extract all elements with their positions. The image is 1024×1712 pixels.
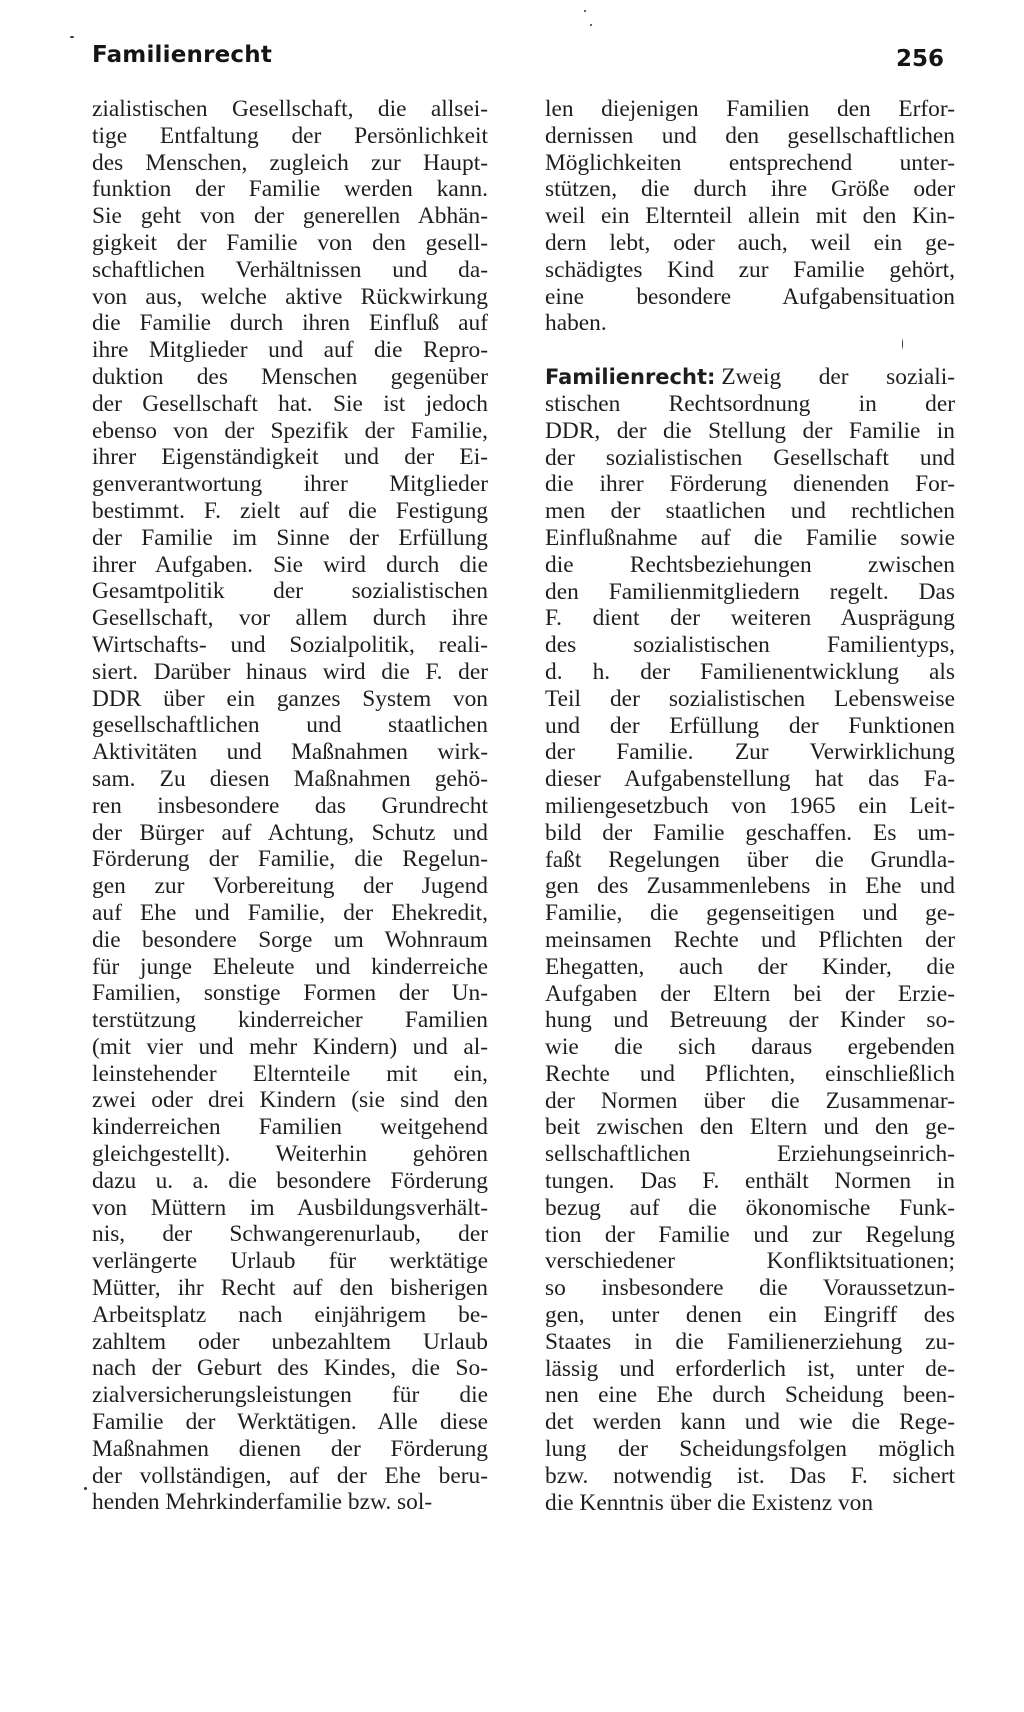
text-line: genverantwortung ihrer Mitglieder: [92, 471, 488, 498]
text-line: ren insbesondere das Grundrecht: [92, 792, 488, 819]
text-line: zialversicherungsleistungen für die: [92, 1382, 488, 1409]
text-line: Arbeitsplatz nach einjährigem be-: [92, 1301, 488, 1328]
text-line: gleichgestellt). Weiterhin gehören: [92, 1141, 488, 1168]
text-line: schaftlichen Verhältnissen und da-: [92, 256, 488, 283]
text-line: sam. Zu diesen Maßnahmen gehö-: [92, 765, 488, 792]
text-line: der Gesellschaft hat. Sie ist jedoch: [92, 390, 488, 417]
text-line: Wirtschafts- und Sozialpolitik, reali-: [92, 631, 488, 658]
page-number: 256: [895, 46, 944, 72]
text-line: tige Entfaltung der Persönlichkeit: [92, 122, 488, 149]
text-line: stützen, die durch ihre Größe oder: [545, 176, 955, 203]
text-line: Aufgaben der Eltern bei der Erzie-: [545, 980, 955, 1007]
text-line: weil ein Elternteil allein mit den Kin-: [545, 203, 955, 230]
text-line: (mit vier und mehr Kindern) und al-: [92, 1033, 488, 1060]
text-line: gesellschaftlichen und staatlichen: [92, 712, 488, 739]
text-line: bestimmt. F. zielt auf die Festigung: [92, 497, 488, 524]
print-speck: [584, 10, 586, 12]
text-line: eine besondere Aufgabensituation: [545, 283, 955, 310]
print-speck: [70, 36, 74, 38]
text-line: duktion des Menschen gegenüber: [92, 363, 488, 390]
text-line: Rechte und Pflichten, einschließlich: [545, 1060, 955, 1087]
text-line: gen zur Vorbereitung der Jugend: [92, 873, 488, 900]
text-line: die ihrer Förderung dienenden For-: [545, 471, 955, 498]
dictionary-entry: [545, 364, 955, 1516]
text-line: des Menschen, zugleich zur Haupt-: [92, 149, 488, 176]
text-line: funktion der Familie werden kann.: [92, 176, 488, 203]
text-line: Staates in die Familienerziehung zu-: [545, 1328, 955, 1355]
entry-headword: Familienrecht:: [545, 365, 716, 390]
text-line: der vollständigen, auf der Ehe beru-: [92, 1462, 488, 1489]
text-line: stischen Rechtsordnung in der: [545, 390, 955, 417]
text-line: sellschaftlichen Erziehungseinrich-: [545, 1141, 955, 1168]
text-line: zahltem oder unbezahltem Urlaub: [92, 1328, 488, 1355]
text-line: ebenso von der Spezifik der Familie,: [92, 417, 488, 444]
text-line: dazu u. a. die besondere Förderung: [92, 1167, 488, 1194]
text-line: F. dient der weiteren Ausprägung: [545, 605, 955, 632]
paragraph-gap: [545, 337, 955, 364]
print-speck: [84, 1487, 87, 1490]
text-line: beit zwischen den Eltern und den ge-: [545, 1114, 955, 1141]
text-line: auf Ehe und Familie, der Ehekredit,: [92, 899, 488, 926]
text-line: dernissen und den gesellschaftlichen: [545, 122, 955, 149]
text-line: die besondere Sorge um Wohnraum: [92, 926, 488, 953]
text-line: ihre Mitglieder und auf die Repro-: [92, 337, 488, 364]
text-line: zialistischen Gesellschaft, die allsei-: [92, 96, 488, 122]
text-line: den Familienmitgliedern regelt. Das: [545, 578, 955, 605]
text-line: gen, unter denen ein Eingriff des: [545, 1302, 955, 1329]
text-line: Familie, die gegenseitigen und ge-: [545, 900, 955, 927]
text-line: Möglichkeiten entsprechend unter-: [545, 149, 955, 176]
text-line: so insbesondere die Voraussetzun-: [545, 1275, 955, 1302]
text-line: det werden kann und wie die Rege-: [545, 1409, 955, 1436]
text-line: siert. Darüber hinaus wird die F. der: [92, 658, 488, 685]
text-line: zwei oder drei Kindern (sie sind den: [92, 1087, 488, 1114]
text-line: Ehegatten, auch der Kinder, die: [545, 953, 955, 980]
right-column: [545, 96, 955, 1516]
text-line: die Rechtsbeziehungen zwischen: [545, 551, 955, 578]
text-line: miliengesetzbuch von 1965 ein Leit-: [545, 792, 955, 819]
text-line: die Familie durch ihren Einfluß auf: [92, 310, 488, 337]
print-speck: [590, 24, 592, 26]
entry-first-line-text: Zweig der soziali-: [721, 364, 955, 391]
continuation-paragraph: [545, 96, 955, 337]
text-line: ihrer Eigenständigkeit und der Ei-: [92, 444, 488, 471]
text-line: des sozialistischen Familientyps,: [545, 632, 955, 659]
text-line: hung und Betreuung der Kinder so-: [545, 1007, 955, 1034]
text-line: terstützung kinderreicher Familien: [92, 1007, 488, 1034]
text-line: ihrer Aufgaben. Sie wird durch die: [92, 551, 488, 578]
text-line: gigkeit der Familie von den gesell-: [92, 229, 488, 256]
text-line: Aktivitäten und Maßnahmen wirk-: [92, 739, 488, 766]
text-line: verlängerte Urlaub für werktätige: [92, 1248, 488, 1275]
text-line: Mütter, ihr Recht auf den bisherigen: [92, 1275, 488, 1302]
text-line: gen des Zusammenlebens in Ehe und: [545, 873, 955, 900]
text-line: Gesellschaft, vor allem durch ihre: [92, 605, 488, 632]
text-line: schädigtes Kind zur Familie gehört,: [545, 256, 955, 283]
text-line: der Familie im Sinne der Erfüllung: [92, 524, 488, 551]
text-line: der Familie. Zur Verwirklichung: [545, 739, 955, 766]
entry-first-line: [545, 364, 955, 391]
text-line: nen eine Ehe durch Scheidung been-: [545, 1382, 955, 1409]
text-line: und der Erfüllung der Funktionen: [545, 712, 955, 739]
text-line: Sie geht von der generellen Abhän-: [92, 203, 488, 230]
text-line: men der staatlichen und rechtlichen: [545, 498, 955, 525]
text-line: Familie der Werktätigen. Alle diese: [92, 1409, 488, 1436]
text-line: bezug auf die ökonomische Funk-: [545, 1194, 955, 1221]
text-line: nis, der Schwangerenurlaub, der: [92, 1221, 488, 1248]
running-head: Familienrecht: [92, 42, 273, 68]
text-line: der Normen über die Zusammenar-: [545, 1087, 955, 1114]
text-line: Maßnahmen dienen der Förderung: [92, 1435, 488, 1462]
text-line: dieser Aufgabenstellung hat das Fa-: [545, 766, 955, 793]
text-line: haben.: [545, 310, 607, 337]
text-line: Familien, sonstige Formen der Un-: [92, 980, 488, 1007]
text-line: DDR, der die Stellung der Familie in: [545, 417, 955, 444]
text-line: Gesamtpolitik der sozialistischen: [92, 578, 488, 605]
text-line: wie die sich daraus ergebenden: [545, 1034, 955, 1061]
text-line: für junge Eheleute und kinderreiche: [92, 953, 488, 980]
text-line: henden Mehrkinderfamilie bzw. sol-: [92, 1489, 433, 1516]
print-speck: [902, 339, 903, 349]
text-line: meinsamen Rechte und Pflichten der: [545, 926, 955, 953]
text-line: leinstehender Elternteile mit ein,: [92, 1060, 488, 1087]
text-line: DDR über ein ganzes System von: [92, 685, 488, 712]
text-line: von Müttern im Ausbildungsverhält-: [92, 1194, 488, 1221]
text-line: verschiedener Konfliktsituationen;: [545, 1248, 955, 1275]
text-line: lässig und erforderlich ist, unter de-: [545, 1355, 955, 1382]
text-line: nach der Geburt des Kindes, die So-: [92, 1355, 488, 1382]
text-line: kinderreichen Familien weitgehend: [92, 1114, 488, 1141]
text-line: bild der Familie geschaffen. Es um-: [545, 819, 955, 846]
left-column: [92, 96, 488, 1516]
text-line: Teil der sozialistischen Lebensweise: [545, 685, 955, 712]
text-line: lung der Scheidungsfolgen möglich: [545, 1436, 955, 1463]
text-line: d. h. der Familienentwicklung als: [545, 658, 955, 685]
text-line: von aus, welche aktive Rückwirkung: [92, 283, 488, 310]
text-line: bzw. notwendig ist. Das F. sichert: [545, 1462, 955, 1489]
text-line: die Kenntnis über die Existenz von: [545, 1489, 874, 1516]
text-line: der sozialistischen Gesellschaft und: [545, 444, 955, 471]
text-line: Förderung der Familie, die Regelun-: [92, 846, 488, 873]
text-line: Einflußnahme auf die Familie sowie: [545, 524, 955, 551]
entry-body: [545, 391, 955, 1516]
text-line: dern lebt, oder auch, weil ein ge-: [545, 229, 955, 256]
text-line: der Bürger auf Achtung, Schutz und: [92, 819, 488, 846]
text-line: tion der Familie und zur Regelung: [545, 1221, 955, 1248]
text-line: faßt Regelungen über die Grundla-: [545, 846, 955, 873]
text-line: tungen. Das F. enthält Normen in: [545, 1168, 955, 1195]
text-line: len diejenigen Familien den Erfor-: [545, 96, 955, 122]
